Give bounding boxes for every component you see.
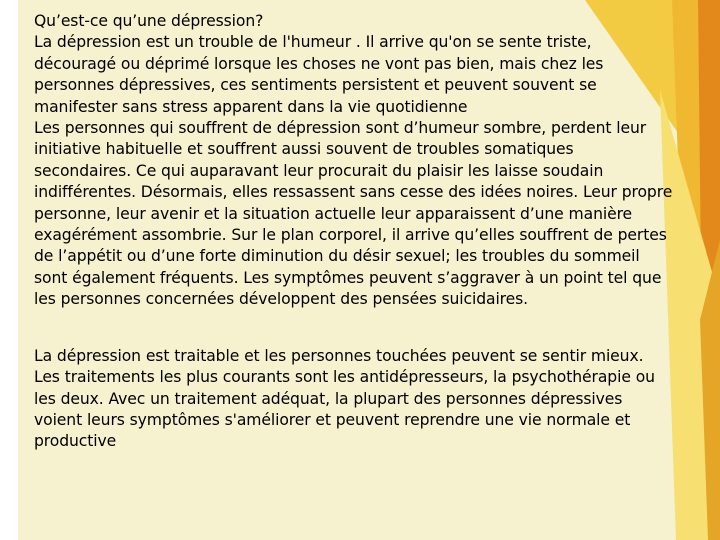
heading-question: Qu’est-ce qu’une dépression?	[34, 12, 264, 30]
symptoms-paragraph: Les personnes qui souffrent de dépression sont d’humeur sombre, perdent leur initiative habituelle et souffrent aussi souvent de troubles somatiques secondaires. Ce qui auparavant leur procurait du plaisir les laisse soudain indifférentes. Désormais, elles ressassent sans cesse des idées noires. Leur propre personne, leur avenir et la situation actuelle leur apparaissent d’une manière exagérément assombrie. Sur le plan corporel, il arrive qu’elles souffrent de pertes de l’appétit ou d’une forte diminution du désir sexuel; les troubles du sommeil sont également fréquents. Les symptômes peuvent s’aggraver à un point tel que les personnes concernées développent des pensées suicidaires.	[34, 119, 673, 309]
definition-paragraph: La dépression est un trouble de l'humeur . Il arrive qu'on se sente triste, découragé ou déprimé lorsque les choses ne vont pas bien, mais chez les personnes dépressives, ces sentiments persistent et peuvent souvent se manifester sans stress apparent dans la vie quotidienne	[34, 33, 604, 116]
paragraph-gap	[34, 311, 674, 346]
treatment-paragraph: La dépression est traitable et les personnes touchées peuvent se sentir mieux. Les traitements les plus courants sont les antidépresseurs, la psychothérapie ou les deux. Avec un traitement adéquat, la plupart des personnes dépressives voient leurs symptômes s'améliorer et peuvent reprendre une vie normale et productive	[34, 346, 655, 451]
slide-body	[34, 11, 674, 453]
